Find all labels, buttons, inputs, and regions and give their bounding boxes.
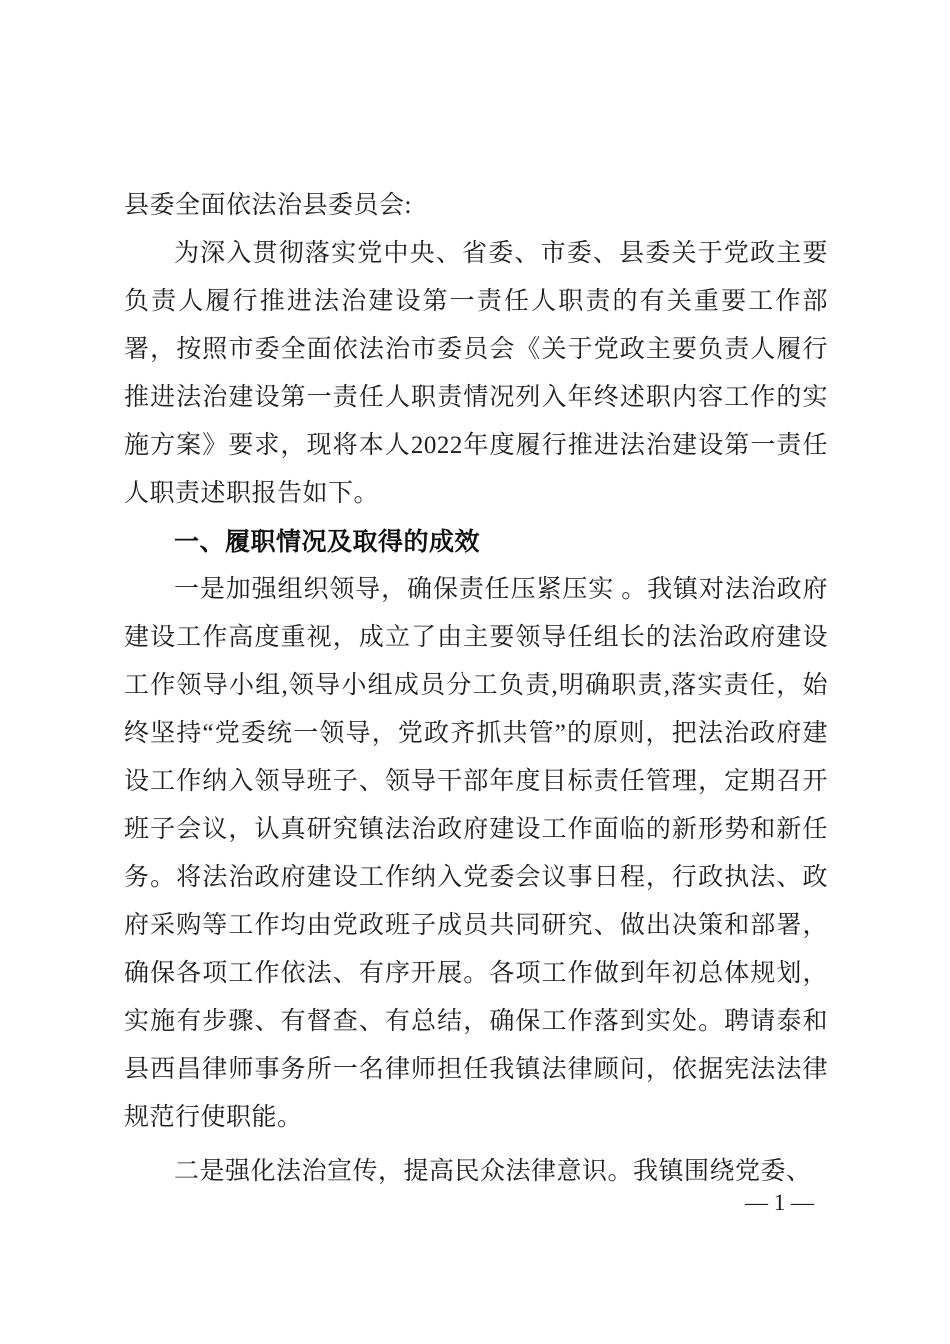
section-2-paragraph-start: 二是强化法治宣传，提高民众法律意识。我镇围绕党委、 xyxy=(174,1158,812,1185)
salutation-line: 县委全面依法治县委员会: xyxy=(124,192,412,219)
document-body xyxy=(124,182,828,1196)
section-1-paragraph: 一是加强组织领导，确保责任压紧压实 。我镇对法治政府建设工作高度重视，成立了由主要领导任组长的法治政府建设工作领导小组,领导小组成员分工负责,明确职责,落实责任，始终坚持“党委统一领导，党政齐抓共管”的原则，把法治政府建设工作纳入领导班子、领导干部年度目标责任管理，定期召开班子会议，认真研究镇法治政府建设工作面临的新形势和新任务。将法治政府建设工作纳入党委会议事日程，行政执法、政府采购等工作均由党政班子成员共同研究、做出决策和部署，确保各项工作依法、有序开展。各项工作做到年初总体规划，实施有步骤、有督查、有总结，确保工作落到实处。聘请泰和县西昌律师事务所一名律师担任我镇法律顾问，依据宪法法律规范行使职能。 xyxy=(124,576,828,1131)
section-heading-1: 一、履职情况及取得的成效 xyxy=(174,528,481,556)
page-number: — 1 — xyxy=(745,1190,814,1215)
intro-paragraph: 为深入贯彻落实党中央、省委、市委、县委关于党政主要负责人履行推进法治建设第一责任人职责的有关重要工作部署，按照市委全面依法治市委员会《关于党政主要负责人履行推进法治建设第一责任人职责情况列入年终述职内容工作的实施方案》要求，现将本人2022年度履行推进法治建设第一责任人职责述职报告如下。 xyxy=(124,240,828,507)
